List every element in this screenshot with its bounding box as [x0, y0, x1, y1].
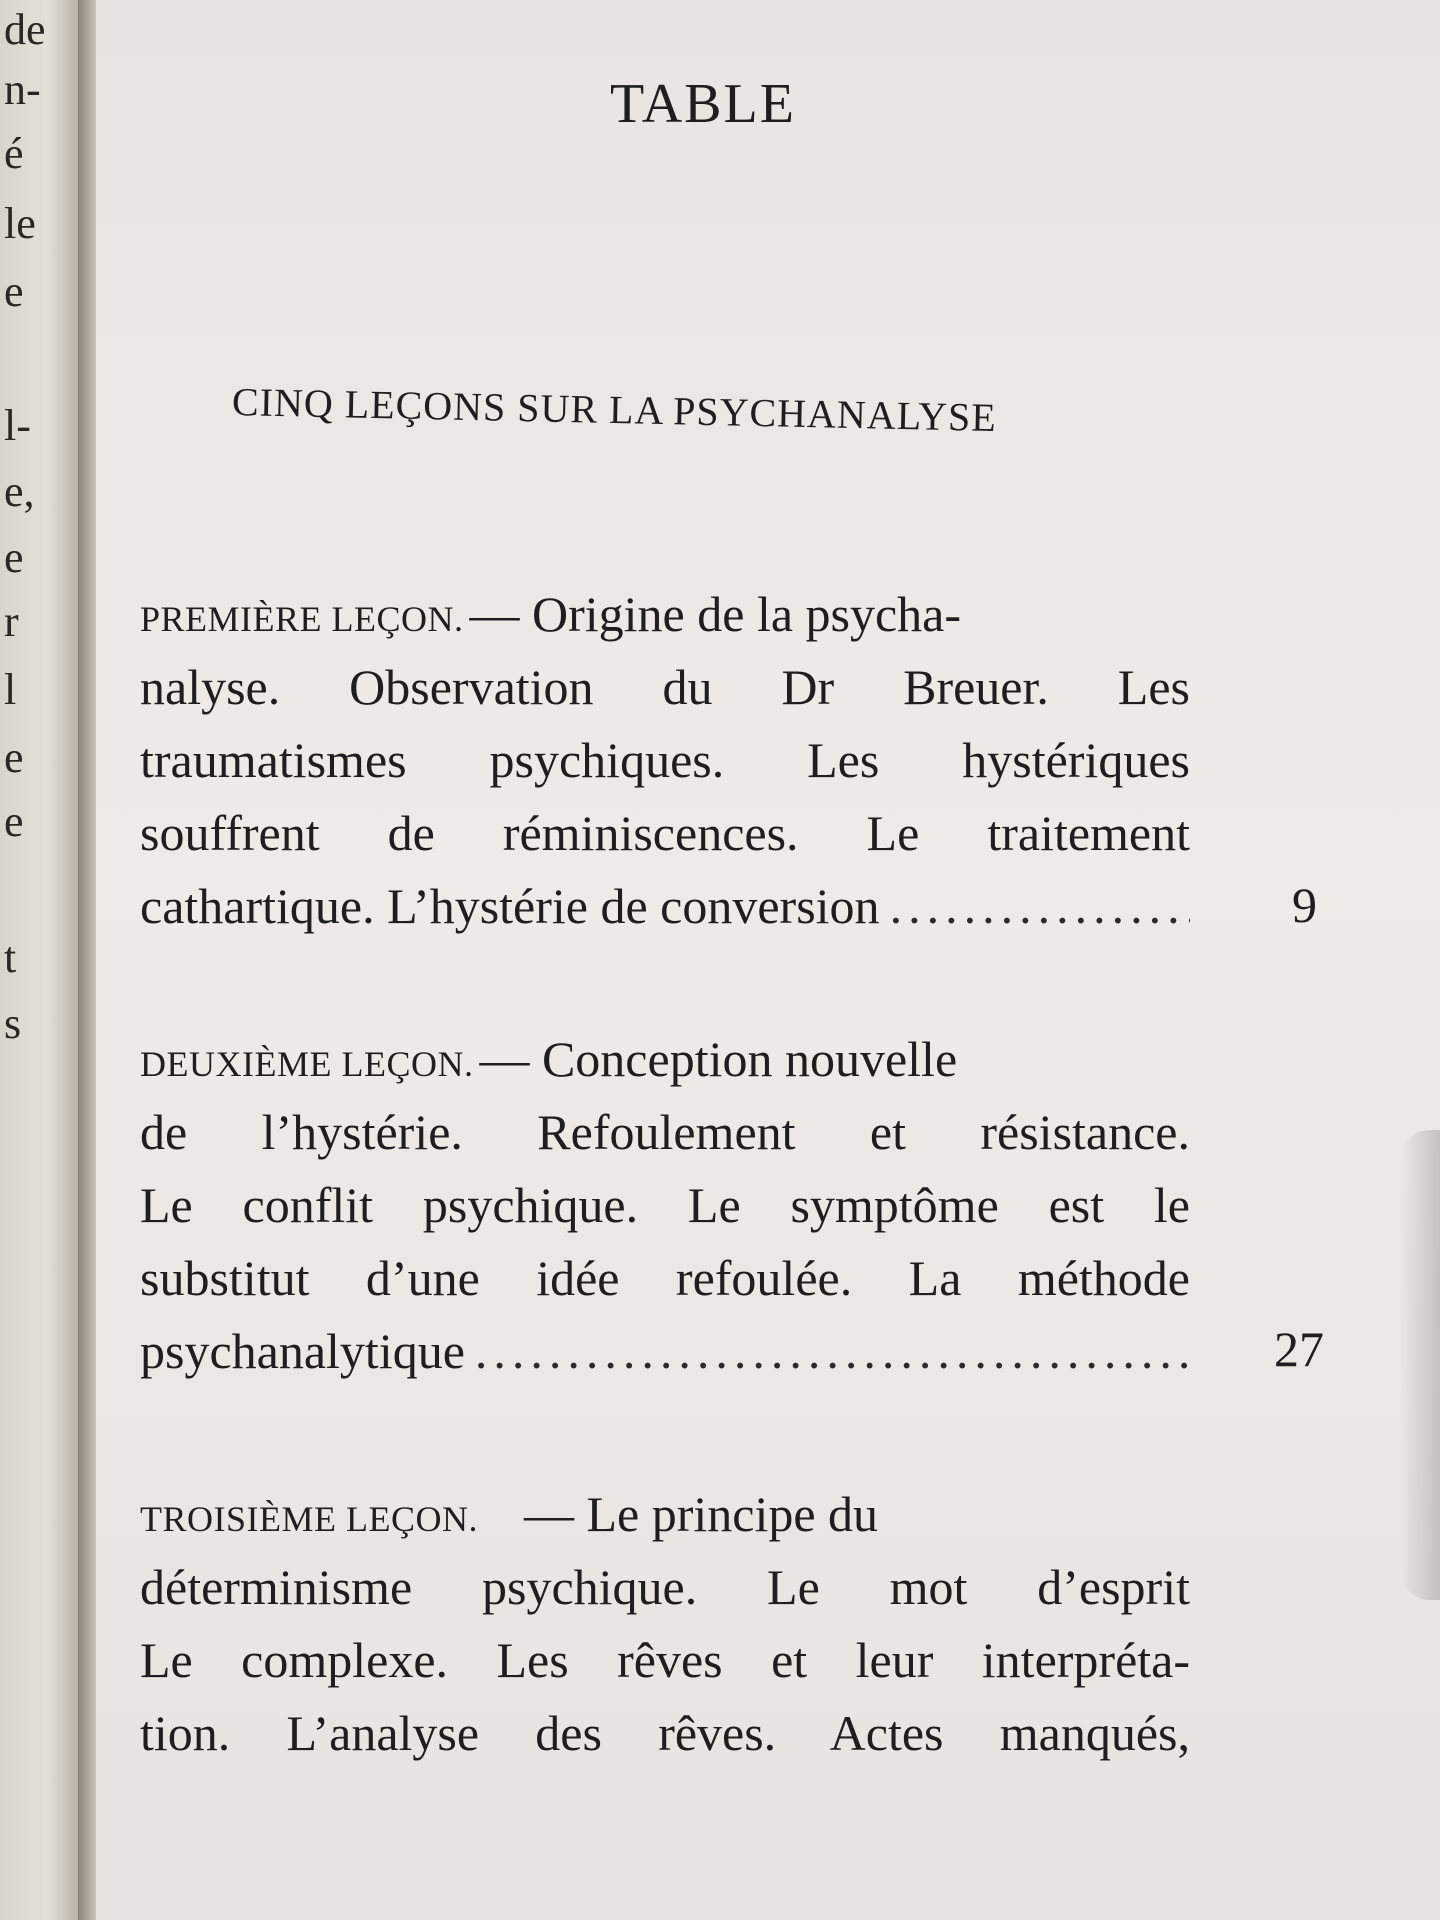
toc-line-text: Le conflit psychique. Le symptôme est le — [140, 1177, 1190, 1233]
left-page-fragment: de — [4, 5, 46, 54]
toc-line — [140, 658, 1190, 731]
toc-line — [140, 1176, 1190, 1249]
book-page — [96, 0, 1440, 1920]
left-page-fragment: e — [4, 797, 24, 846]
toc-line — [140, 877, 1190, 950]
left-page-fragment: e — [4, 733, 24, 782]
toc-line — [140, 804, 1190, 877]
toc-line-text: cathartique. L’hystérie de conversion — [140, 878, 880, 934]
left-page-fragment: s — [4, 999, 22, 1048]
page-edge-shadow — [1400, 1130, 1440, 1600]
lesson-label: DEUXIÈME LEÇON. — [140, 1044, 474, 1084]
toc-line-text: — Conception nouvelle — [479, 1031, 958, 1087]
toc-entry — [140, 1485, 1290, 1777]
toc-line-text: déterminisme psychique. Le mot d’esprit — [140, 1559, 1190, 1615]
toc-line — [140, 1631, 1190, 1704]
page-number: 27 — [1274, 1321, 1324, 1377]
book-gutter — [78, 0, 96, 1920]
toc-line-text: — Le principe du — [523, 1486, 879, 1542]
toc-line — [140, 1249, 1190, 1322]
left-page-fragment: e, — [4, 467, 35, 516]
toc-line-text: tion. L’analyse des rêves. Actes manqués, — [140, 1705, 1190, 1761]
toc-entry — [140, 1030, 1290, 1395]
toc-line — [140, 1558, 1190, 1631]
left-page-fragment: t — [4, 933, 17, 982]
toc-line — [140, 731, 1190, 804]
toc-line-text: substitut d’une idée refoulée. La méthode — [140, 1250, 1190, 1306]
left-page-fragment: l- — [4, 401, 31, 450]
toc-line — [140, 1322, 1190, 1395]
toc-line — [140, 585, 1190, 658]
toc-line-text: — Origine de la psycha- — [469, 586, 962, 642]
toc-line — [140, 1704, 1190, 1777]
dot-leader — [475, 1322, 1190, 1380]
page-number: 9 — [1292, 877, 1317, 933]
toc-line-text: psychanalytique — [140, 1323, 465, 1379]
lesson-label: PREMIÈRE LEÇON. — [140, 599, 464, 639]
left-page-fragment: e — [4, 267, 24, 316]
toc-line — [140, 1103, 1190, 1176]
toc-line-text: souffrent de réminiscences. Le traitement — [140, 805, 1190, 861]
toc-line-text: Le complexe. Les rêves et leur interpréta- — [140, 1632, 1190, 1688]
toc-line-text: traumatismes psychiques. Les hystériques — [140, 732, 1190, 788]
toc-line — [140, 1485, 1190, 1558]
toc-entry — [140, 585, 1290, 950]
toc-line-text: de l’hystérie. Refoulement et résistance. — [140, 1104, 1190, 1160]
left-page-fragment: le — [4, 199, 36, 248]
toc-line-text: nalyse. Observation du Dr Breuer. Les — [140, 659, 1190, 715]
section-title: CINQ LEÇONS SUR LA PSYCHANALYSE — [231, 379, 998, 441]
left-page-fragment: r — [4, 597, 19, 646]
left-page-edge — [0, 0, 78, 1920]
page-title: TABLE — [610, 73, 796, 135]
lesson-label: TROISIÈME LEÇON. — [140, 1499, 478, 1539]
left-page-fragment: é — [4, 129, 24, 178]
toc-line — [140, 1030, 1190, 1103]
left-page-fragment: n- — [4, 65, 41, 114]
left-page-fragment: l — [4, 665, 17, 714]
left-page-fragment: e — [4, 533, 24, 582]
dot-leader — [890, 877, 1190, 935]
